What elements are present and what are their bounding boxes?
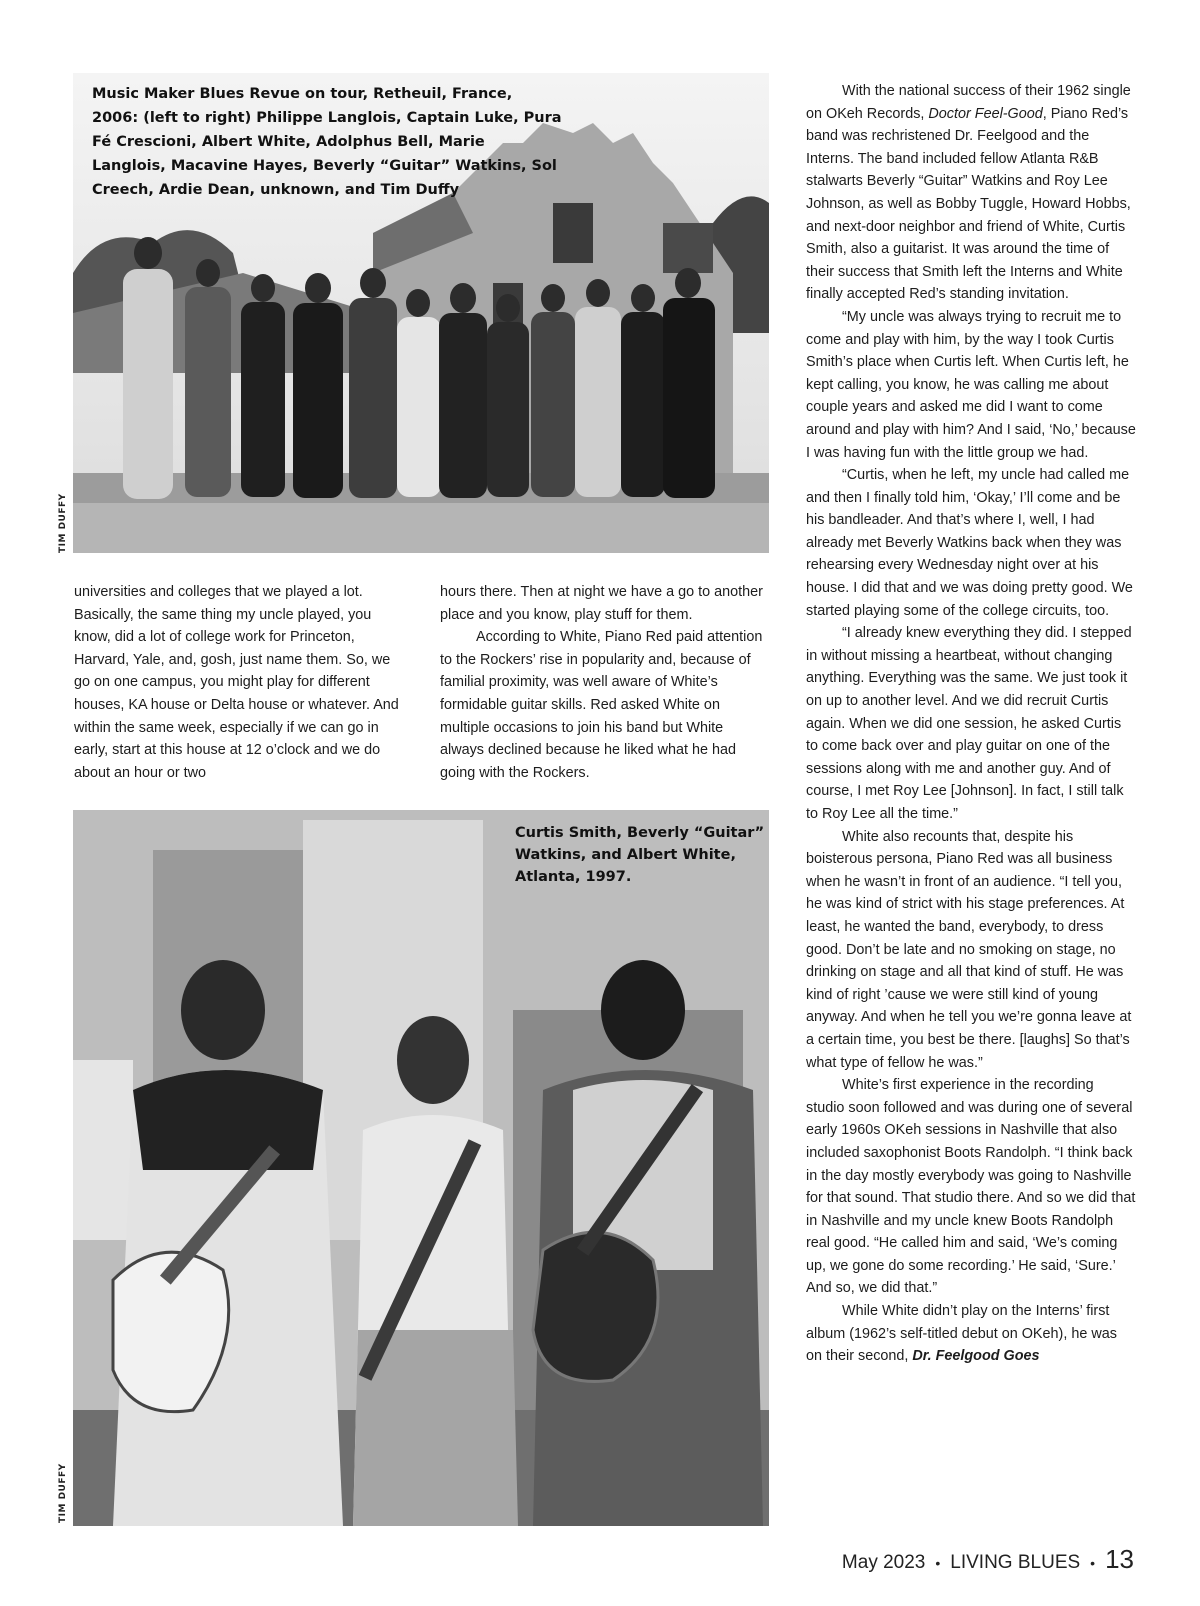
middle-text-column (440, 581, 768, 784)
trio-photo-atlanta (73, 810, 769, 1526)
top-photo-caption: Music Maker Blues Revue on tour, Retheuil, France, 2006: (left to right) Philippe Langlois, Captain Luke, Pura Fé Crescioni, Albert White, Adolphus Bell, Marie Langlois, Macavine Hayes, Beverly “Guitar” Watkins, Sol Creech, Ardie Dean, unknown, and Tim Duffy (92, 86, 562, 198)
footer-bullet: • (1090, 1555, 1096, 1571)
right-paragraph-2: “My uncle was always trying to recruit me to come and play with him, by the way I took Curtis Smith’s place when Curtis left. When Curtis left, he kept calling, you know, he was calling me about couple years and asked me did I want to come around and play with him? And I said, ‘No,’ because I was having fun with the little group we had. (806, 308, 1136, 461)
album-title: Dr. Feelgood Goes (912, 1348, 1040, 1365)
left-text-column (74, 581, 404, 784)
right-paragraph-7: While White didn’t play on the Interns’ first album (1962’s self-titled debut on OKeh), he was on their second, Dr. Feelgood Goes (806, 1303, 1117, 1365)
right-paragraph-4: “I already knew everything they did. I stepped in without missing a heartbeat, without changing anything. Everything was the same. We just took it on up to another level. And we did recruit Curtis again. When we did one session, he asked Curtis to come back over and play guitar on one of the sessions along with me and another guy. And of course, I met Roy Lee [Johnson]. In fact, I still talk to Roy Lee all the time.” (806, 625, 1132, 822)
top-photo-credit: TIM DUFFY (58, 493, 68, 553)
right-paragraph-3: “Curtis, when he left, my uncle had called me and then I finally told him, ‘Okay,’ I’ll come and be his bandleader. And that’s where I, well, I had already met Beverly Watkins back when they was rehearsing every Wednesday night over at his house. I did that and we was doing pretty good. We started playing some of the college circuits, too. (806, 467, 1133, 619)
bottom-photo-credit: TIM DUFFY (58, 1463, 68, 1523)
right-text-column (806, 80, 1136, 1368)
left-paragraph-1: universities and colleges that we played a lot. Basically, the same thing my uncle played, you know, did a lot of college work for Princeton, Harvard, Yale, and, gosh, just name them. So, we go on one campus, you might play for different houses, KA house or Delta house or whatever. And within the same week, especially if we can go in early, start at this house at 12 o’clock and we do about an hour or two (74, 584, 399, 781)
middle-paragraph-2: According to White, Piano Red paid attention to the Rockers’ rise in popularity and, because of familial proximity, was well aware of White’s formidable guitar skills. Red asked White on multiple occasions to join his band but White always declined because he liked what he had going with the Rockers. (440, 629, 763, 781)
middle-paragraph-1: hours there. Then at night we have a go to another place and you know, play stuff for them. (440, 584, 763, 623)
page-number: 13 (1105, 1544, 1134, 1574)
trio-photo-illustration (73, 810, 769, 1526)
footer-bullet: • (935, 1555, 941, 1571)
right-paragraph-6: White’s first experience in the recording studio soon followed and was during one of several early 1960s OKeh sessions in Nashville that also included saxophonist Boots Randolph. “I think back in the day mostly everybody was going to Nashville for that sound. That studio there. And so we did that in Nashville and my uncle knew Boots Randolph real good. “He called him and said, ‘We’s coming up, we gone do some recording.’ He said, ‘Sure.’ And so, we did that.” (806, 1077, 1136, 1297)
single-title: Doctor Feel-Good (928, 105, 1043, 122)
right-paragraph-5: White also recounts that, despite his boisterous persona, Piano Red was all business when he wasn’t in front of an audience. “I tell you, he was kind of strict with his stage preferences. At least, he wanted the band, everybody, to dress good. Don’t be late and no smoking on stage, no drinking on stage and all that kind of stuff. He was kind of right ’cause we were still kind of young anyway. And when he tell you we’re gonna leave at a certain time, you best be there. [laughs] So that’s what type of fellow he was.” (806, 828, 1132, 1071)
right-paragraph-1: With the national success of their 1962 single on OKeh Records, Doctor Feel-Good, Piano Red’s band was rechristened Dr. Feelgood and the Interns. The band included fellow Atlanta R&B stalwarts Beverly “Guitar” Watkins and Roy Lee Johnson, as well as Bobby Tuggle, Howard Hobbs, and next-door neighbor and friend of White, Curtis Smith, also a guitarist. It was around the time of their success that Smith left the Interns and White finally accepted Red’s standing invitation. (806, 83, 1131, 303)
issue-date: May 2023 (841, 1552, 926, 1573)
page-footer (842, 1544, 1134, 1575)
bottom-photo-caption: Curtis Smith, Beverly “Guitar” Watkins, and Albert White, Atlanta, 1997. (515, 825, 765, 885)
magazine-name: LIVING BLUES (950, 1552, 1081, 1573)
